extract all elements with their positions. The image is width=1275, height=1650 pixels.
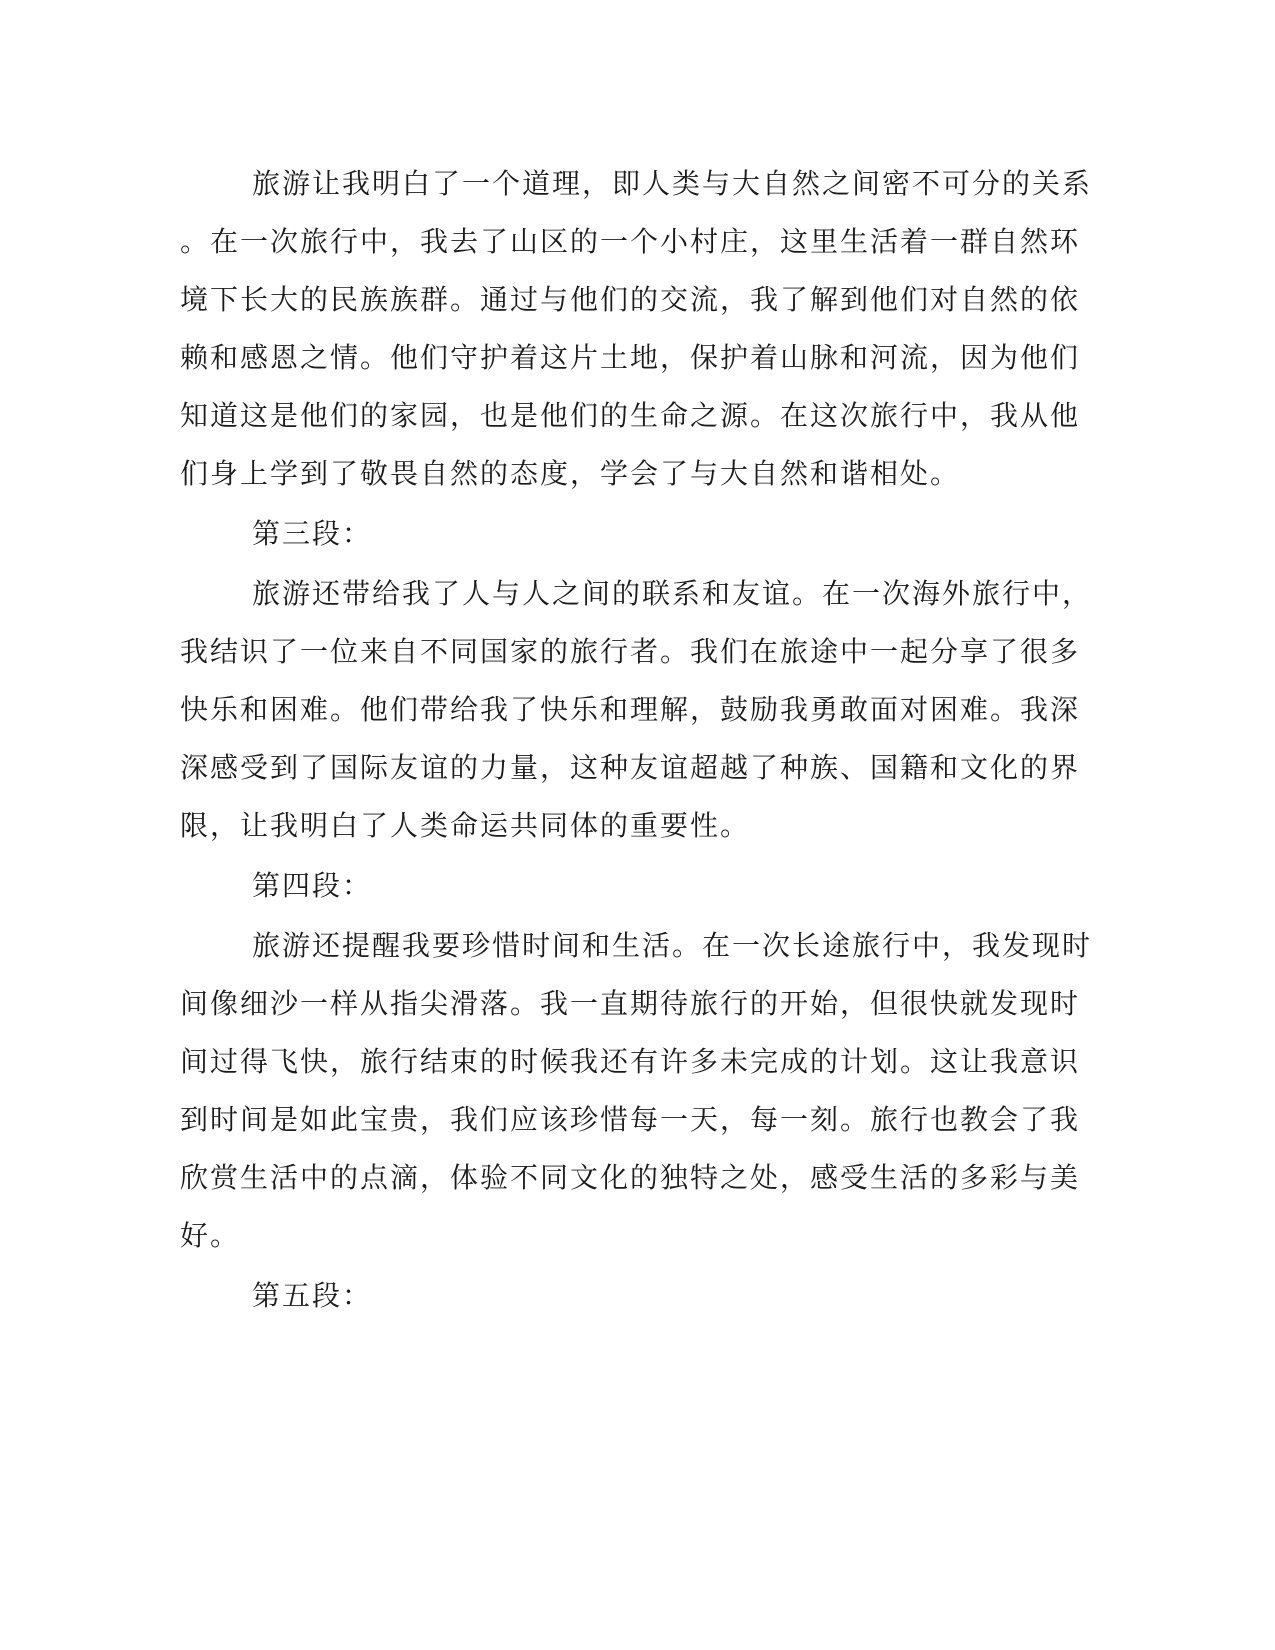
section-heading: 第五段： [252, 1279, 373, 1312]
text-line: 欣赏生活中的点滴，体验不同文化的独特之处，感受生活的多彩与美 [180, 1161, 1081, 1194]
text-line: 快乐和困难。他们带给我了快乐和理解，鼓励我勇敢面对困难。我深 [180, 693, 1081, 726]
text-line: 赖和感恩之情。他们守护着这片土地，保护着山脉和河流，因为他们 [180, 341, 1081, 374]
text-line: 境下长大的民族族群。通过与他们的交流，我了解到他们对自然的依 [180, 283, 1081, 316]
text-line: 旅游让我明白了一个道理，即人类与大自然之间密不可分的关系 [252, 167, 1093, 200]
text-line: 我结识了一位来自不同国家的旅行者。我们在旅途中一起分享了很多 [180, 635, 1081, 668]
text-line: 限，让我明白了人类命运共同体的重要性。 [180, 809, 751, 842]
text-line: 。在一次旅行中，我去了山区的一个小村庄，这里生活着一群自然环 [180, 225, 1081, 258]
text-line: 们身上学到了敬畏自然的态度，学会了与大自然和谐相处。 [180, 457, 961, 490]
section-heading: 第三段： [252, 517, 373, 550]
text-line: 到时间是如此宝贵，我们应该珍惜每一天，每一刻。旅行也教会了我 [180, 1103, 1081, 1136]
text-line: 好。 [180, 1219, 241, 1252]
text-line: 旅游还提醒我要珍惜时间和生活。在一次长途旅行中，我发现时 [252, 929, 1093, 962]
text-line: 深感受到了国际友谊的力量，这种友谊超越了种族、国籍和文化的界 [180, 751, 1081, 784]
text-line: 间像细沙一样从指尖滑落。我一直期待旅行的开始，但很快就发现时 [180, 987, 1081, 1020]
text-line: 间过得飞快，旅行结束的时候我还有许多未完成的计划。这让我意识 [180, 1045, 1081, 1078]
text-line: 知道这是他们的家园，也是他们的生命之源。在这次旅行中，我从他 [180, 399, 1081, 432]
section-heading: 第四段： [252, 869, 373, 902]
text-line: 旅游还带给我了人与人之间的联系和友谊。在一次海外旅行中， [252, 577, 1093, 610]
